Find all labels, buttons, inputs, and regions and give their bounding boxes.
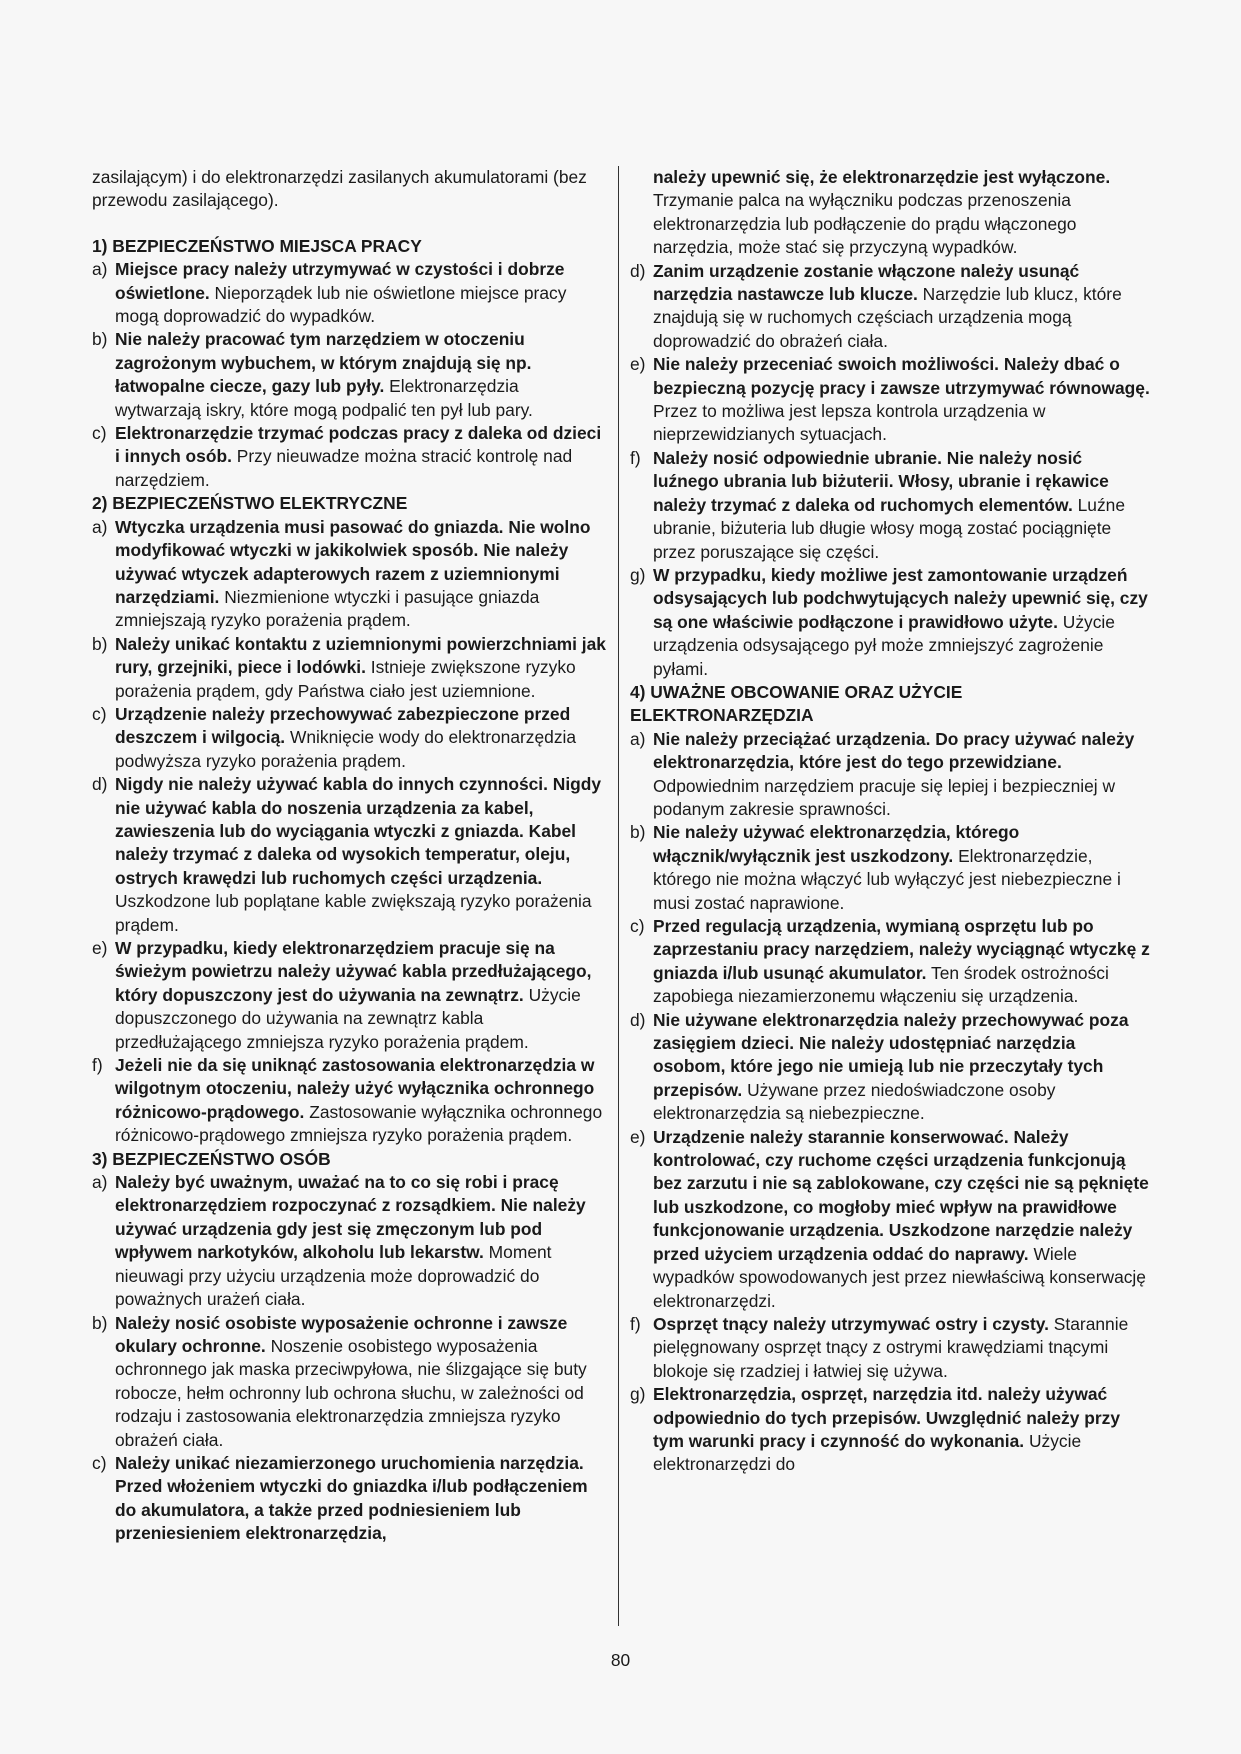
list-item: g) Elektronarzędzia, osprzęt, narzędzia itd. należy używać odpowiednio do tych przepisów. Uwzględnić należy przy tym warunki pracy i czynność do wykonania. Użycie elektronarzędzi do (630, 1384, 1121, 1475)
list-item: a) Wtyczka urządzenia musi pasować do gniazda. Nie wolno modyfikować wtyczki w jakikolwiek sposób. Nie należy używać wtyczek adapterowych razem z uziemnionymi narzędziami. Niezmienione wtyczki i pasujące gniazda zmniejszają ryzyko porażenia prądem. (92, 516, 591, 631)
column-divider (618, 166, 619, 1626)
list-item: c) Urządzenie należy przechowywać zabezpieczone przed deszczem i wilgocią. Wniknięcie wody do elektronarzędzia podwyższa ryzyko porażenia prądem. (92, 703, 577, 771)
left-column (92, 166, 606, 1546)
list-item: a) Miejsce pracy należy utrzymywać w czystości i dobrze oświetlone. Nieporządek lub nie oświetlone miejsce pracy mogą doprowadzić do wypadków. (92, 259, 567, 327)
list-item: e) W przypadku, kiedy elektronarzędziem pracuje się na świeżym powietrzu należy używać kabla przedłużającego, który dopuszczony jest do używania na zewnątrz. Użycie dopuszczonego do używania na zewnątrz kabla przedłużającego zmniejsza ryzyko porażenia prądem. (92, 938, 592, 1052)
list-item-continuation: należy upewnić się, że elektronarzędzie jest wyłączone. Trzymanie palca na wyłączniku podczas przenoszenia elektronarzędzia lub podłączenie do prądu włączonego narzędzia, może stać się przyczyną wypadków. (653, 167, 1111, 258)
list-item: d) Nigdy nie należy używać kabla do innych czynności. Nigdy nie używać kabla do noszenia urządzenia za kabel, zawieszenia lub do wyciągania wtyczki z gniazda. Kabel należy trzymać z daleka od wysokich temperatur, oleju, ostrych krawędzi lub ruchomych części urządzenia. Uszkodzone lub poplątane kable zwiększają ryzyko porażenia prądem. (92, 774, 602, 935)
list-item: e) Nie należy przeceniać swoich możliwości. Należy dbać o bezpieczną pozycję pracy i zawsze utrzymywać równowagę. Przez to możliwa jest lepsza kontrola urządzenia w nieprzewidzianych sytuacjach. (630, 354, 1150, 445)
list-item: c) Należy unikać niezamierzonego uruchomienia narzędzia. Przed włożeniem wtyczki do gniazdka i/lub podłączeniem do akumulatora, a także przed podniesieniem lub przeniesieniem elektronarzędzia, (92, 1452, 588, 1544)
section-heading-2: 2) BEZPIECZEŃSTWO ELEKTRYCZNE (92, 493, 408, 514)
list-item: f) Należy nosić odpowiednie ubranie. Nie należy nosić luźnego ubrania lub biżuterii. Włosy, ubranie i rękawice należy trzymać z daleka od ruchomych elementów. Luźne ubranie, biżuteria lub długie włosy mogą zostać pociągnięte przez poruszające się części. (630, 447, 1125, 562)
right-column (630, 166, 1150, 1477)
page-number: 80 (610, 1650, 631, 1670)
intro-text: zasilającym) i do elektronarzędzi zasilanych akumulatorami (bez przewodu zasilającego). (92, 167, 587, 211)
list-item: d) Zanim urządzenie zostanie włączone należy usunąć narzędzia nastawcze lub klucze. Narzędzie lub klucz, które znajdują się w ruchomych częściach urządzenia mogą doprowadzić do obrażeń ciała. (630, 260, 1122, 351)
list-item: b) Należy nosić osobiste wyposażenie ochronne i zawsze okulary ochronne. Noszenie osobistego wyposażenia ochronnego jak maska przeciwpyłowa, nie ślizgające się buty robocze, hełm ochronny lub ochrona słuchu, w zależności od rodzaju i zastosowania elektronarzędzia zmniejsza ryzyko obrażeń ciała. (92, 1312, 587, 1450)
section-heading-1: 1) BEZPIECZEŃSTWO MIEJSCA PRACY (92, 235, 422, 256)
list-item: b) Należy unikać kontaktu z uziemnionymi powierzchniami jak rury, grzejniki, piece i lodówki. Istnieje zwiększone ryzyko porażenia prądem, gdy Państwa ciało jest uziemnione. (92, 633, 606, 701)
list-item: b) Nie należy używać elektronarzędzia, którego włącznik/wyłącznik jest uszkodzony. Elektronarzędzie, którego nie można włączyć lub wyłączyć jest niebezpieczne i musi zostać naprawione. (630, 822, 1121, 913)
list-item: c) Elektronarzędzie trzymać podczas pracy z daleka od dzieci i innych osób. Przy nieuwadze można stracić kontrolę nad narzędziem. (92, 423, 602, 490)
list-item: b) Nie należy pracować tym narzędziem w otoczeniu zagrożonym wybuchem, w którym znajdują się np. łatwopalne ciecze, gazy lub pyły. Elektronarzędzia wytwarzają iskry, które mogą podpalić ten pył lub pary. (92, 329, 533, 420)
list-item: e) Urządzenie należy starannie konserwować. Należy kontrolować, czy ruchome części urządzenia funkcjonują bez zarzutu i nie są zablokowane, czy części nie są pęknięte lub uszkodzone, co mogłoby mieć wpływ na prawidłowe funkcjonowanie urządzenia. Uszkodzone narzędzie należy przed użyciem urządzenia oddać do naprawy. Wiele wypadków spowodowanych jest przez niewłaściwą konserwację elektronarzędzi. (630, 1126, 1149, 1311)
list-item: g) W przypadku, kiedy możliwe jest zamontowanie urządzeń odsysających lub podchwytujących należy upewnić się, czy są one właściwie podłączone i prawidłowo użyte. Użycie urządzenia odsysającego pył może zmniejszyć zagrożenie pyłami. (630, 564, 1148, 679)
list-item: f) Jeżeli nie da się uniknąć zastosowania elektronarzędzia w wilgotnym otoczeniu, należy użyć wyłącznika ochronnego różnicowo-prądowego. Zastosowanie wyłącznika ochronnego różnicowo-prądowego zmniejsza ryzyko porażenia prądem. (92, 1055, 603, 1146)
section-heading-4: 4) UWAŻNE OBCOWANIE ORAZ UŻYCIE ELEKTRONARZĘDZIA (630, 681, 963, 726)
list-item: a) Należy być uważnym, uważać na to co się robi i pracę elektronarzędziem rozpoczynać z rozsądkiem. Nie należy używać urządzenia gdy jest się zmęczonym lub pod wpływem narkotyków, alkoholu lub lekarstw. Moment nieuwagi przy użyciu urządzenia może doprowadzić do poważnych urażeń ciała. (92, 1172, 586, 1310)
list-item: f) Osprzęt tnący należy utrzymywać ostry i czysty. Starannie pielęgnowany osprzęt tnący z ostrymi krawędziami tnącymi blokoje się rzadziej i łatwiej się używa. (630, 1313, 1129, 1381)
list-item: d) Nie używane elektronarzędzia należy przechowywać poza zasięgiem dzieci. Nie należy udostępniać narzędzia osobom, które jego nie umieją lub nie przeczytały tych przepisów. Używane przez niedoświadczone osoby elektronarzędzia są niebezpieczne. (630, 1009, 1129, 1124)
list-item: c) Przed regulacją urządzenia, wymianą osprzętu lub po zaprzestaniu pracy narzędziem, należy wyciągnąć wtyczkę z gniazda i/lub usunąć akumulator. Ten środek ostrożności zapobiega niezamierzonemu włączeniu się urządzenia. (630, 916, 1150, 1007)
list-item: a) Nie należy przeciążać urządzenia. Do pracy używać należy elektronarzędzia, które jest do tego przewidziane. Odpowiednim narzędziem pracuje się lepiej i bezpieczniej w podanym zakresie sprawności. (630, 728, 1135, 819)
section-heading-3: 3) BEZPIECZEŃSTWO OSÓB (92, 1148, 331, 1169)
